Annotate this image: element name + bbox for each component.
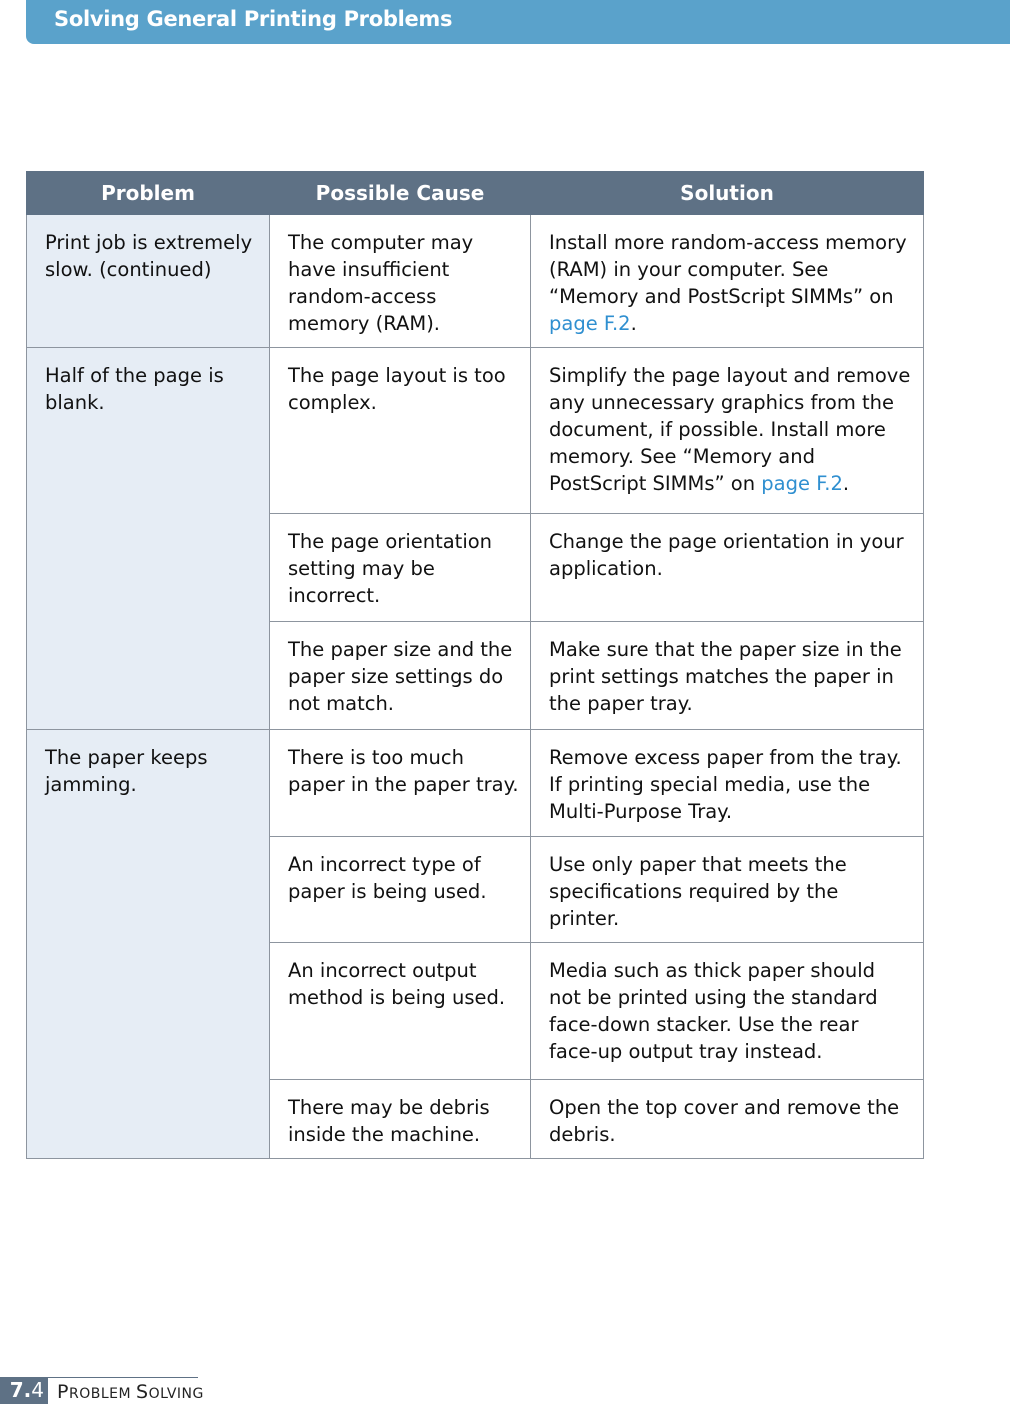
column-header-possible-cause: Possible Cause — [270, 172, 531, 215]
footer-rule — [48, 1377, 198, 1378]
solution-cell — [531, 215, 924, 348]
troubleshooting-table — [26, 171, 924, 1159]
solution-cell — [531, 348, 924, 514]
page-number — [0, 1377, 48, 1404]
solution-text-end: . — [842, 472, 850, 495]
page-reference-link[interactable]: page F.2 — [549, 312, 631, 335]
solution-cell: Remove excess paper from the tray. If printing special media, use the Multi-Purpose Tray. — [531, 730, 924, 837]
table-row — [27, 215, 924, 348]
cause-cell: There is too much paper in the paper tray. — [270, 730, 531, 837]
page-footer — [0, 1377, 300, 1404]
table-row — [27, 348, 924, 514]
solution-cell: Open the top cover and remove the debris. — [531, 1080, 924, 1159]
table-row — [27, 730, 924, 837]
problem-cell: Print job is extremely slow. (continued) — [27, 215, 270, 348]
solution-cell: Use only paper that meets the specifications required by the printer. — [531, 837, 924, 943]
cause-cell: The page orientation setting may be incorrect. — [270, 514, 531, 622]
solution-text: Install more random-access memory (RAM) in your computer. See “Memory and PostScript SIMMs” on — [549, 231, 907, 308]
solution-cell: Change the page orientation in your application. — [531, 514, 924, 622]
cause-cell: The computer may have insufficient random-access memory (RAM). — [270, 215, 531, 348]
cause-cell: An incorrect type of paper is being used. — [270, 837, 531, 943]
solution-cell: Media such as thick paper should not be printed using the standard face-down stacker. Use the rear face-up output tray instead. — [531, 943, 924, 1080]
cause-cell: The page layout is too complex. — [270, 348, 531, 514]
section-title-bar — [26, 0, 1010, 44]
chapter-number: 7. — [9, 1378, 32, 1402]
page-reference-link[interactable]: page F.2 — [761, 472, 843, 495]
cause-cell: There may be debris inside the machine. — [270, 1080, 531, 1159]
page-title: Solving General Printing Problems — [54, 7, 453, 31]
problem-cell: Half of the page is blank. — [27, 348, 270, 730]
cause-cell: An incorrect output method is being used. — [270, 943, 531, 1080]
table-header-row — [27, 172, 924, 215]
column-header-problem: Problem — [27, 172, 270, 215]
cause-cell: The paper size and the paper size settings do not match. — [270, 622, 531, 730]
solution-text-end: . — [630, 312, 637, 335]
solution-text: Simplify the page layout and remove any unnecessary graphics from the document, if possible. Install more memory. See “Memory and PostScript SIMMs” on — [549, 364, 911, 495]
column-header-solution: Solution — [531, 172, 924, 215]
footer-section-name: PROBLEM SOLVING — [57, 1381, 204, 1403]
problem-cell: The paper keeps jamming. — [27, 730, 270, 1159]
page-index: 4 — [31, 1378, 44, 1402]
solution-cell: Make sure that the paper size in the print settings matches the paper in the paper tray. — [531, 622, 924, 730]
